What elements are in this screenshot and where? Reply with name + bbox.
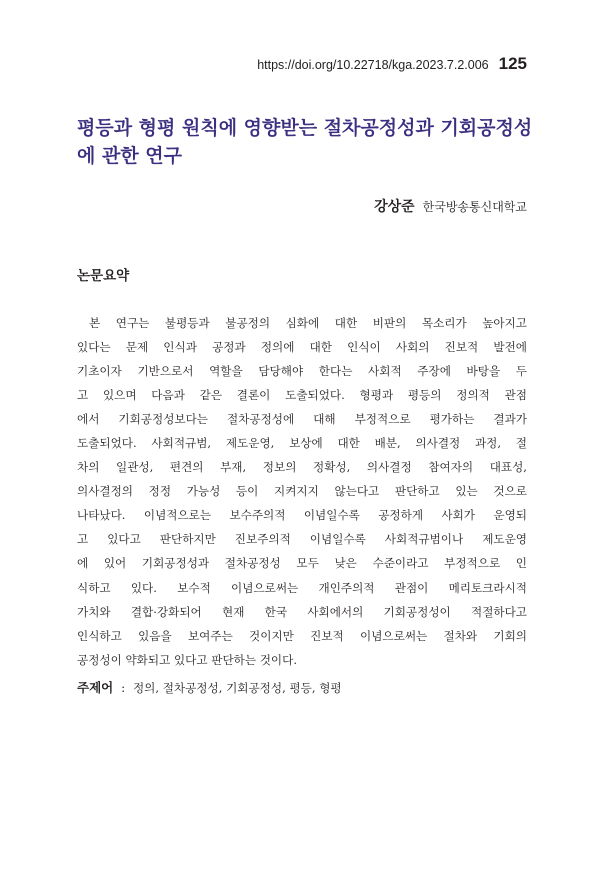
abstract-line: 나타났다. 이념적으로는 보수주의적 이념일수록 공정하게 사회가 운영되 [77, 508, 527, 523]
paper-title: 평등과 형평 원칙에 영향받는 절차공정성과 기회공정성에 관한 연구 [77, 117, 533, 167]
keywords-separator: : [121, 681, 126, 695]
abstract-line: 에 있어 기회공정성과 절차공정성 모두 낮은 수준이라고 부정적으로 인 [77, 556, 527, 571]
abstract-line: 고 있으며 다음과 같은 결론이 도출되었다. 형평과 평등의 정의적 관점 [77, 388, 527, 403]
author-name: 강상준 [374, 199, 415, 215]
abstract-line: 가치와 결합·강화되어 현재 한국 사회에서의 기회공정성이 적절하다고 [77, 604, 527, 619]
author-affiliation: 한국방송통신대학교 [422, 200, 527, 214]
page-number: 125 [498, 54, 527, 73]
keywords [77, 678, 342, 696]
keywords-values: 정의, 절차공정성, 기회공정성, 평등, 형평 [132, 681, 342, 695]
abstract-line: 인식하고 있음을 보여주는 것이지만 진보적 이념으로써는 절차와 기회의 [77, 628, 527, 643]
abstract-heading: 논문요약 [77, 268, 130, 284]
abstract-body [77, 311, 527, 672]
byline [374, 196, 527, 216]
abstract-line: 고 있다고 판단하지만 진보주의적 이념일수록 사회적규범이나 제도운영 [77, 532, 527, 547]
abstract-line: 있다는 문제 인식과 공정과 정의에 대한 인식이 사회의 진보적 발전에 [77, 340, 527, 355]
abstract-line: 식하고 있다. 보수적 이념으로써는 개인주의적 관점이 메리토크라시적 [77, 580, 527, 595]
abstract-line: 의사결정의 정정 가능성 등이 지켜지지 않는다고 판단하고 있는 것으로 [77, 484, 527, 499]
abstract-line: 에서 기회공정성보다는 절차공정성에 대해 부정적으로 평가하는 결과가 [77, 412, 527, 427]
abstract-line: 공정성이 약화되고 있다고 판단하는 것이다. [77, 652, 298, 667]
running-header [257, 54, 527, 74]
doi-link[interactable]: https://doi.org/10.22718/kga.2023.7.2.006 [257, 58, 489, 72]
keywords-label: 주제어 [77, 680, 114, 695]
abstract-line: 본 연구는 불평등과 불공정의 심화에 대한 비판의 목소리가 높아지고 [89, 316, 527, 330]
abstract-line: 도출되었다. 사회적규범, 제도운영, 보상에 대한 배분, 의사결정 과정, 절 [77, 436, 527, 451]
abstract-line: 차의 일관성, 편견의 부재, 정보의 정확성, 의사결정 참여자의 대표성, [77, 460, 527, 475]
abstract-line: 기초이자 기반으로서 역할을 담당해야 한다는 사회적 주장에 바탕을 두 [77, 364, 527, 379]
